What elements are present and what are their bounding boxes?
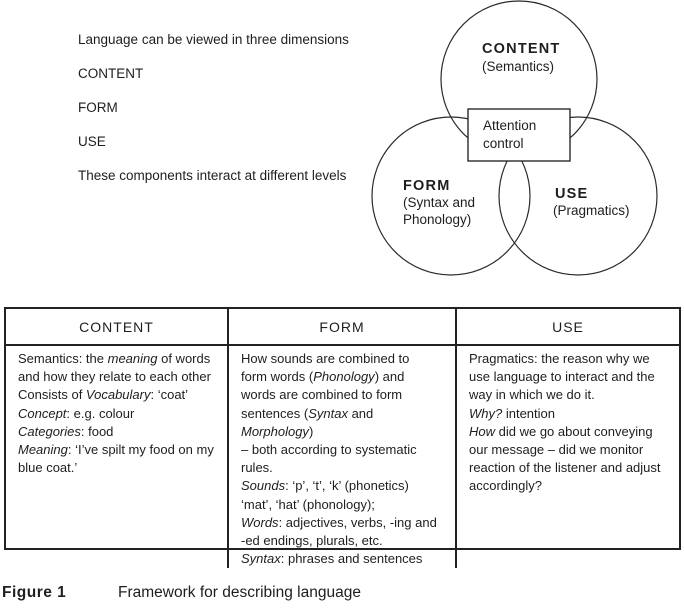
language-table bbox=[4, 307, 681, 567]
content-circle-sublabel: (Semantics) bbox=[482, 59, 555, 74]
intro-line-1: Language can be viewed in three dimensions bbox=[78, 32, 349, 47]
use-circle-label: USE bbox=[555, 186, 589, 202]
intro-line-2: CONTENT bbox=[78, 66, 144, 81]
caption-label: Figure 1 bbox=[2, 584, 67, 601]
content-circle-label: CONTENT bbox=[482, 41, 561, 57]
attention-box-line-1: Attention bbox=[483, 118, 537, 133]
use-circle-sublabel: (Pragmatics) bbox=[553, 203, 630, 218]
table-header-form: FORM bbox=[227, 309, 455, 346]
figure-caption bbox=[0, 584, 684, 606]
caption-text: Framework for describing language bbox=[118, 584, 361, 601]
table-cell-form: How sounds are combined to form words (Phonology) and words are combined to form sentences (Syntax and Morphology) – both according to systematic rules. Sounds: ‘p’, ‘t’, ‘k’ (phonetics) ‘mat’, ‘hat’ (phonology); Words: adjectives, verbs, -ing and -ed endings, plurals, etc. Syntax: phrases and sentences bbox=[227, 346, 455, 568]
intro-text bbox=[78, 23, 349, 193]
form-circle-sublabel-2: Phonology) bbox=[403, 212, 472, 227]
attention-box bbox=[468, 109, 570, 161]
intro-line-3: FORM bbox=[78, 100, 118, 115]
table-cell-use: Pragmatics: the reason why we use language to interact and the way in which we do it. Why? intention How did we go about conveying our message – did we monitor reaction of the listener and adjust accordingly? bbox=[455, 346, 679, 568]
table-cell-content: Semantics: the meaning of words and how they relate to each other Consists of Vocabulary: ‘coat’ Concept: e.g. colour Categories: food Meaning: ‘I’ve spilt my food on my blue coat.’ bbox=[18, 351, 214, 476]
intro-line-4: USE bbox=[78, 134, 106, 149]
form-circle-label: FORM bbox=[403, 178, 451, 194]
table-header-use: USE bbox=[455, 309, 679, 346]
intro-line-5: These components interact at different levels bbox=[78, 168, 347, 183]
table-header-content: CONTENT bbox=[6, 309, 227, 346]
venn-diagram bbox=[366, 0, 684, 292]
form-circle-sublabel-1: (Syntax and bbox=[403, 195, 476, 210]
attention-box-line-2: control bbox=[483, 136, 524, 151]
